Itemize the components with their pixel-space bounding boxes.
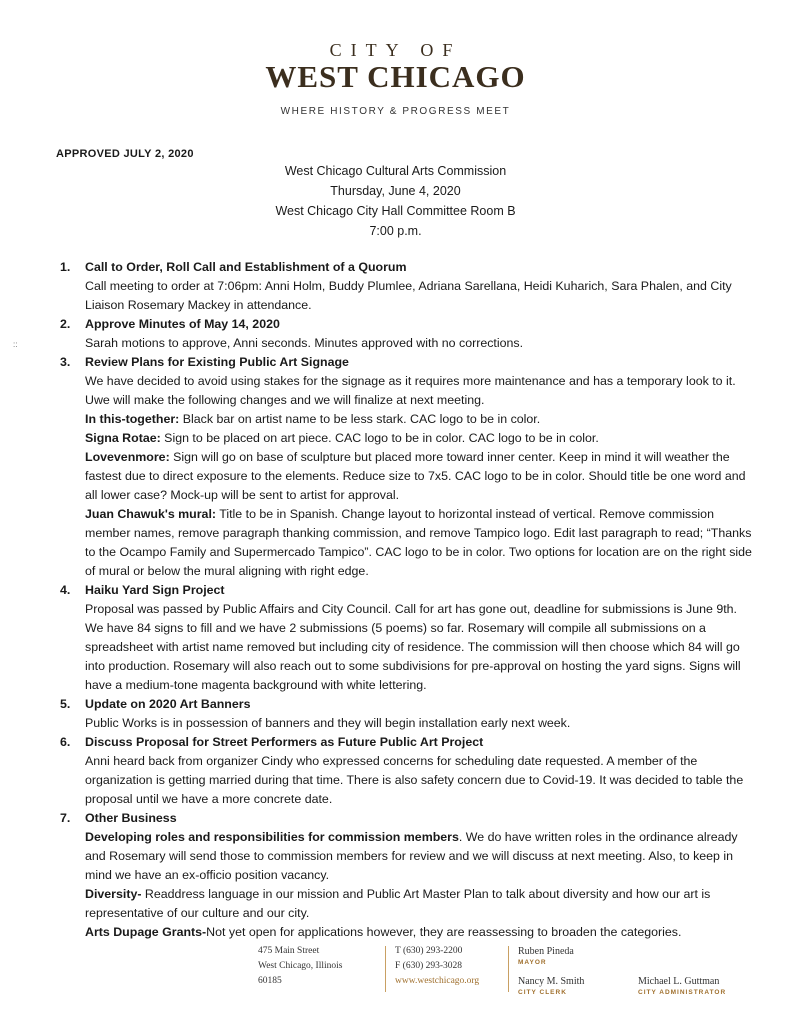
item-text: Proposal was passed by Public Affairs and City Council. Call for art has gone out, deadline for submissions is June 9th. We have 84 signs to fill and we have 2 submissions (5 poems) so far. Rosemary will compile all submissions on a spreadsheet with artist name removed but including city of residence. The commission will then choose which 84 will go into production. Rosemary will also reach out to some subdivisions for pre-approval on hosting the yard signs. Signs will have a medium-tone magenta background with white lettering. [85,602,741,692]
item-title: Discuss Proposal for Street Performers as Future Public Art Project [85,735,484,749]
footer-website-link[interactable]: www.westchicago.org [395,976,480,986]
mayor-title: MAYOR [518,959,547,966]
footer-divider [508,946,509,992]
item-number: 7. [60,811,71,825]
note-label: Arts Dupage Grants- [85,925,207,939]
note-text: Not yet open for applications however, they are reassessing to broaden the categories. [206,925,682,939]
item-title: Call to Order, Roll Call and Establishment of a Quorum [85,260,407,274]
clerk-title: CITY CLERK [518,989,567,996]
footer-administrator [638,974,726,997]
business-note [85,828,756,885]
agenda-item-3 [56,353,756,581]
heading-date: Thursday, June 4, 2020 [330,184,461,198]
item-title: Haiku Yard Sign Project [85,583,225,597]
item-title: Update on 2020 Art Banners [85,697,251,711]
item-title: Approve Minutes of May 14, 2020 [85,317,280,331]
footer-city: West Chicago, Illinois [258,961,343,971]
footer-fax: F (630) 293-3028 [395,961,463,971]
heading-time: 7:00 p.m. [369,224,422,238]
agenda-item-6 [56,733,756,809]
approved-stamp: APPROVED JULY 2, 2020 [56,148,194,160]
note-label: Diversity- [85,887,142,901]
note-text: Black bar on artist name to be less stark. CAC logo to be in color. [179,412,541,426]
footer-address [258,944,342,989]
note-text: Sign to be placed on art piece. CAC logo to be in color. CAC logo to be in color. [160,431,599,445]
signage-note [85,410,756,429]
heading-commission: West Chicago Cultural Arts Commission [284,164,507,178]
footer-clerk [518,974,584,997]
item-number: 3. [60,355,71,369]
signage-note [85,429,756,448]
business-note [85,923,756,942]
item-text: We have decided to avoid using stakes for the signage as it requires more maintenance and has a temporary look to it. Uwe will make the following changes and we will finalize at next meeting. [85,374,736,407]
item-text: Sarah motions to approve, Anni seconds. Minutes approved with no corrections. [85,336,524,350]
note-text: Sign will go on base of sculpture but placed more toward inner center. Keep in mind it will weather the fastest due to direct exposure to the elements. Reduce size to 7x5. CAC logo to be in color. Should title be one word and all lower case? Mock-up will be sent to artist for approval. [85,450,746,502]
heading-location: West Chicago City Hall Committee Room B [275,204,516,218]
mayor-name: Ruben Pineda [518,946,574,957]
item-number: 5. [60,697,71,711]
item-text: Anni heard back from organizer Cindy who expressed concerns for scheduling date requested. A member of the organization is getting married during that time. There is also safety concern due to Covid-19. It was decided to table the proposal until we have a more concrete date. [85,754,744,806]
note-text: Readdress language in our mission and Public Art Master Plan to talk about diversity and how our art is representative of our culture and our city. [85,887,711,920]
letterhead [0,40,791,117]
note-label: Signa Rotae: [85,431,161,445]
business-note [85,885,756,923]
agenda-item-5 [56,695,756,733]
item-number: 1. [60,260,71,274]
note-text: . We do have written roles in the ordinance already and Rosemary will send those to commission members for review and we will discuss at next meeting. Also, to keep in mind we have an ex-officio position vacancy. [85,830,738,882]
note-label: Juan Chawuk's mural: [85,507,217,521]
agenda-item-2 [56,315,756,353]
agenda-item-1 [56,258,756,315]
signage-note [85,448,756,505]
footer-zip: 60185 [258,976,282,986]
letterhead-city-name: WEST CHICAGO [265,59,526,94]
note-text: Title to be in Spanish. Change layout to horizontal instead of vertical. Remove commission member names, remove paragraph thanking commission, and remove Tampico logo. Edit last paragraph to read; “Thanks to the Ocampo Family and Supermercado Tampico”. CAC logo to be in color. Two options for location are on the right side of mural or below the mural aligning with right edge. [85,507,752,578]
letterhead-tagline: WHERE HISTORY & PROGRESS MEET [280,106,511,117]
footer-divider [385,946,386,992]
item-text: Call meeting to order at 7:06pm: Anni Holm, Buddy Plumlee, Adriana Sarellana, Heidi Kuharich, Sara Phalen, and City Liaison Rosemary Mackey in attendance. [85,279,732,312]
item-number: 4. [60,583,71,597]
footer-street: 475 Main Street [258,946,320,956]
note-label: In this-together: [85,412,180,426]
note-label: Developing roles and responsibilities for commission members [85,830,459,844]
administrator-title: CITY ADMINISTRATOR [638,989,727,996]
agenda-list [56,258,756,942]
meeting-heading [0,161,791,241]
item-number: 6. [60,735,71,749]
item-text: Public Works is in possession of banners and they will begin installation early next week. [85,716,571,730]
item-number: 2. [60,317,71,331]
footer-mayor [518,944,574,967]
letterhead-city-of: CITY OF [329,40,462,60]
agenda-item-4 [56,581,756,695]
note-label: Lovevenmore: [85,450,170,464]
margin-mark: :: [13,340,18,349]
signage-note [85,505,756,581]
footer-contact [395,944,479,989]
item-title: Review Plans for Existing Public Art Signage [85,355,349,369]
administrator-name: Michael L. Guttman [638,976,720,987]
footer-phone: T (630) 293-2200 [395,946,463,956]
clerk-name: Nancy M. Smith [518,976,585,987]
item-title: Other Business [85,811,177,825]
agenda-item-7 [56,809,756,942]
